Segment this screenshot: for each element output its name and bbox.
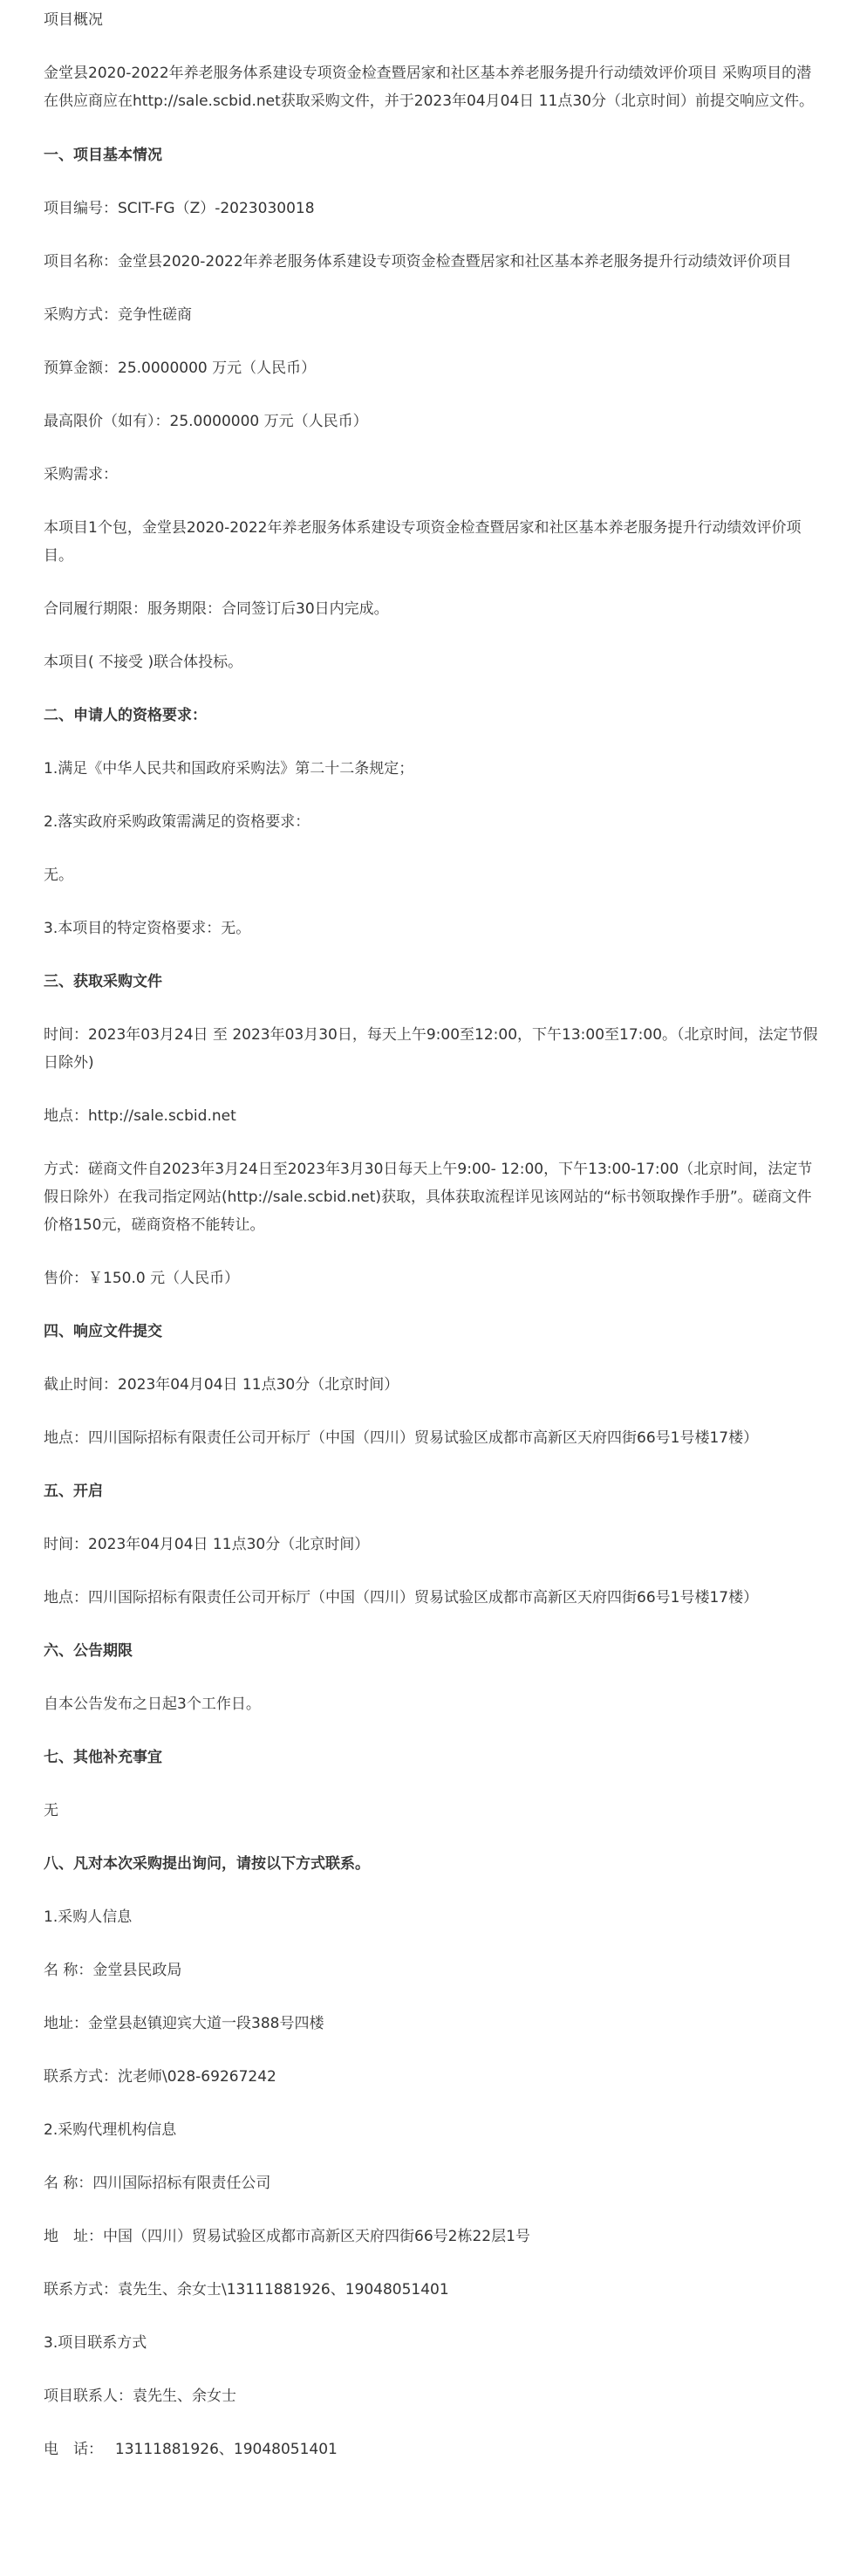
opening-place: 地点：四川国际招标有限责任公司开标厅（中国（四川）贸易试验区成都市高新区天府四街66号1号楼17楼） — [44, 1589, 759, 1607]
qualification-req-2: 2.落实政府采购政策需满足的资格要求： — [44, 813, 310, 831]
section-heading-other-matters: 七、其他补充事宜 — [44, 1749, 162, 1766]
agency-info-label: 2.采购代理机构信息 — [44, 2121, 177, 2139]
overview-text: 金堂县2020-2022年养老服务体系建设专项资金检查暨居家和社区基本养老服务提升行动绩效评价项目 采购项目的潜在供应商应在http://sale.scbid.net获取采购文件，并于2023年04月04日 11点30分（北京时间）前提交响应文件。 — [44, 65, 814, 110]
other-matters-text: 无 — [44, 1802, 58, 1819]
procurement-method: 采购方式：竞争性磋商 — [44, 306, 192, 324]
purchaser-info-label: 1.采购人信息 — [44, 1908, 133, 1926]
qualification-req-2-value: 无。 — [44, 867, 73, 884]
project-contact-label: 3.项目联系方式 — [44, 2334, 147, 2352]
budget-amount: 预算金额：25.0000000 万元（人民币） — [44, 360, 317, 377]
qualification-req-1: 1.满足《中华人民共和国政府采购法》第二十二条规定； — [44, 760, 414, 778]
max-price: 最高限价（如有）：25.0000000 万元（人民币） — [44, 413, 368, 430]
purchaser-contact: 联系方式：沈老师\028-69267242 — [44, 2068, 276, 2086]
submission-deadline: 截止时间：2023年04月04日 11点30分（北京时间） — [44, 1376, 399, 1394]
overview-label: 项目概况 — [44, 11, 103, 29]
section-heading-qualification: 二、申请人的资格要求： — [44, 707, 207, 724]
contract-period: 合同履行期限：服务期限：合同签订后30日内完成。 — [44, 600, 389, 618]
section-heading-obtain-documents: 三、获取采购文件 — [44, 973, 162, 990]
opening-time: 时间：2023年04月04日 11点30分（北京时间） — [44, 1536, 370, 1553]
obtain-place: 地点：http://sale.scbid.net — [44, 1107, 236, 1125]
submission-place: 地点：四川国际招标有限责任公司开标厅（中国（四川）贸易试验区成都市高新区天府四街66号1号楼17楼） — [44, 1429, 759, 1447]
obtain-way: 方式：磋商文件自2023年3月24日至2023年3月30日每天上午9:00- 12:00，下午13:00-17:00（北京时间，法定节假日除外）在我司指定网站(http://sale.scbid.net)获取，具体获取流程详见该网站的“标书领取操作手册”。磋商文件价格150元，磋商资格不能转让。 — [44, 1161, 813, 1234]
demand-label: 采购需求： — [44, 466, 118, 483]
project-name: 项目名称：金堂县2020-2022年养老服务体系建设专项资金检查暨居家和社区基本养老服务提升行动绩效评价项目 — [44, 253, 792, 271]
section-heading-basic-info: 一、项目基本情况 — [44, 147, 162, 164]
project-number: 项目编号：SCIT-FG（Z）-2023030018 — [44, 200, 315, 217]
agency-contact: 联系方式：袁先生、余女士\13111881926、19048051401 — [44, 2281, 449, 2299]
obtain-time: 时间：2023年03月24日 至 2023年03月30日，每天上午9:00至12:00，下午13:00至17:00。（北京时间，法定节假日除外) — [44, 1026, 818, 1072]
purchaser-address: 地址：金堂县赵镇迎宾大道一段388号四楼 — [44, 2015, 324, 2032]
purchaser-name: 名 称：金堂县民政局 — [44, 1962, 182, 1979]
agency-name: 名 称：四川国际招标有限责任公司 — [44, 2175, 271, 2192]
document-price: 售价：￥150.0 元（人民币） — [44, 1270, 240, 1287]
section-heading-submission: 四、响应文件提交 — [44, 1323, 162, 1340]
project-contact-phone: 电 话： 13111881926、19048051401 — [44, 2441, 338, 2458]
project-contact-person: 项目联系人：袁先生、余女士 — [44, 2388, 236, 2405]
section-heading-opening: 五、开启 — [44, 1483, 103, 1500]
announcement-period-text: 自本公告发布之日起3个工作日。 — [44, 1696, 261, 1713]
section-heading-announcement-period: 六、公告期限 — [44, 1642, 133, 1660]
section-heading-contact: 八、凡对本次采购提出询问，请按以下方式联系。 — [44, 1855, 370, 1873]
agency-address: 地 址：中国（四川）贸易试验区成都市高新区天府四街66号2栋22层1号 — [44, 2228, 530, 2245]
qualification-req-3: 3.本项目的特定资格要求：无。 — [44, 920, 251, 937]
demand-text: 本项目1个包，金堂县2020-2022年养老服务体系建设专项资金检查暨居家和社区基本养老服务提升行动绩效评价项目。 — [44, 519, 802, 565]
consortium-note: 本项目( 不接受 )联合体投标。 — [44, 654, 243, 671]
